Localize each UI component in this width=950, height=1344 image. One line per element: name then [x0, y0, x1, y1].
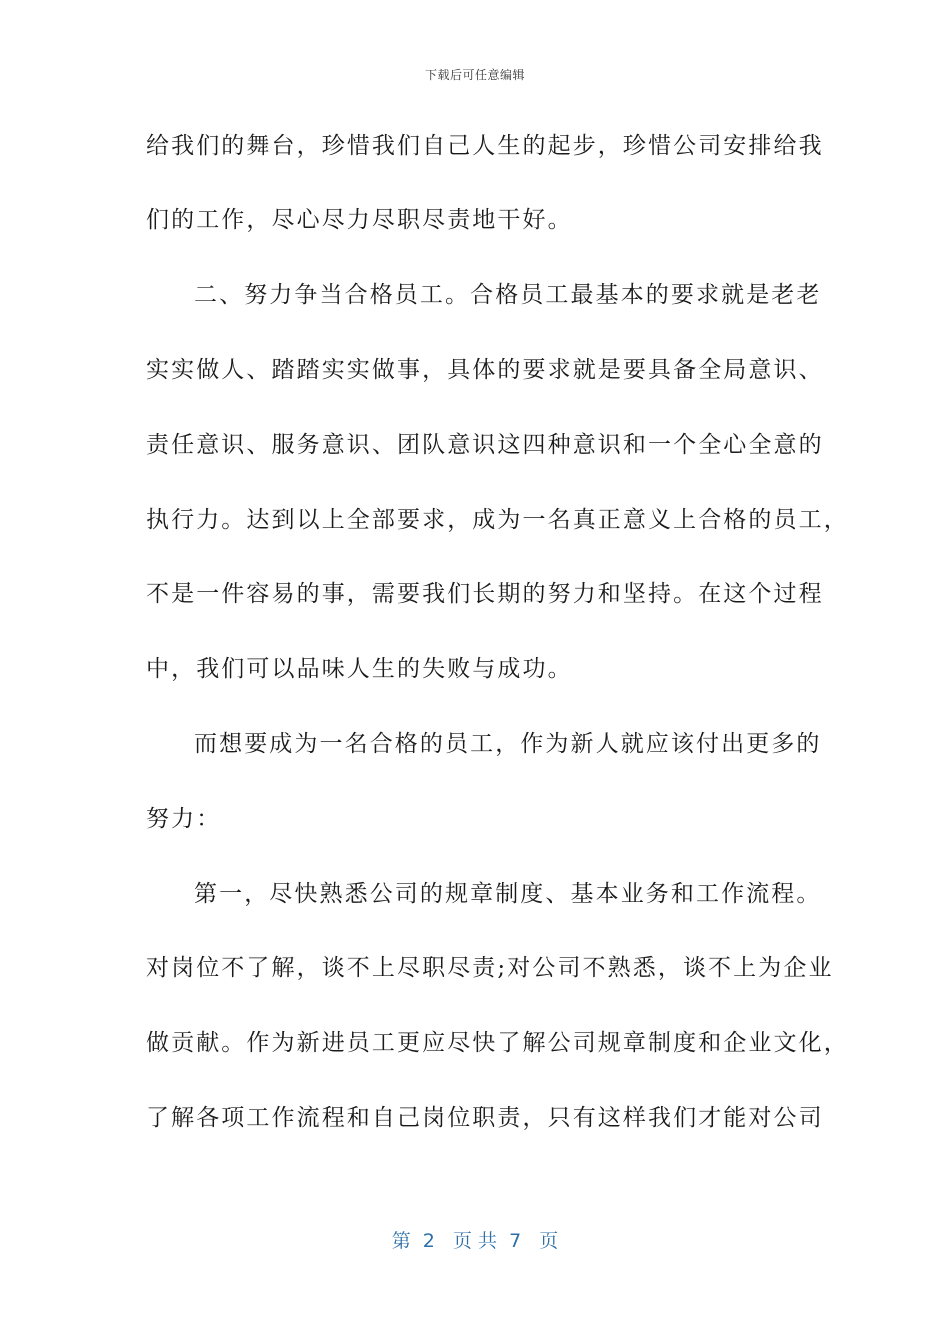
paragraph-start-line: 而想要成为一名合格的员工，作为新人就应该付出更多的 — [194, 731, 822, 757]
page-number: 第 2 页 共 7 页 — [391, 1230, 559, 1252]
header-note: 下载后可任意编辑 — [424, 68, 525, 82]
text-line: 中，我们可以品味人生的失败与成功。 — [146, 656, 573, 682]
text-line: 们的工作，尽心尽力尽职尽责地干好。 — [146, 207, 573, 233]
paragraph-start-line: 二、努力争当合格员工。合格员工最基本的要求就是老老 — [194, 282, 822, 308]
text-line: 对岗位不了解，谈不上尽职尽责;对公司不熟悉，谈不上为企业 — [146, 955, 834, 981]
text-line: 努力： — [146, 806, 222, 832]
text-line: 实实做人、踏踏实实做事，具体的要求就是要具备全局意识、 — [146, 357, 824, 383]
text-line: 给我们的舞台，珍惜我们自己人生的起步，珍惜公司安排给我 — [146, 133, 824, 159]
text-line: 执行力。达到以上全部要求，成为一名真正意义上合格的员工， — [146, 507, 849, 533]
text-line: 做贡献。作为新进员工更应尽快了解公司规章制度和企业文化， — [146, 1030, 849, 1056]
paragraph-start-line: 第一，尽快熟悉公司的规章制度、基本业务和工作流程。 — [194, 881, 822, 907]
text-line: 不是一件容易的事，需要我们长期的努力和坚持。在这个过程 — [146, 581, 824, 607]
text-line: 责任意识、服务意识、团队意识这四种意识和一个全心全意的 — [146, 432, 824, 458]
text-line: 了解各项工作流程和自己岗位职责，只有这样我们才能对公司 — [146, 1105, 824, 1131]
